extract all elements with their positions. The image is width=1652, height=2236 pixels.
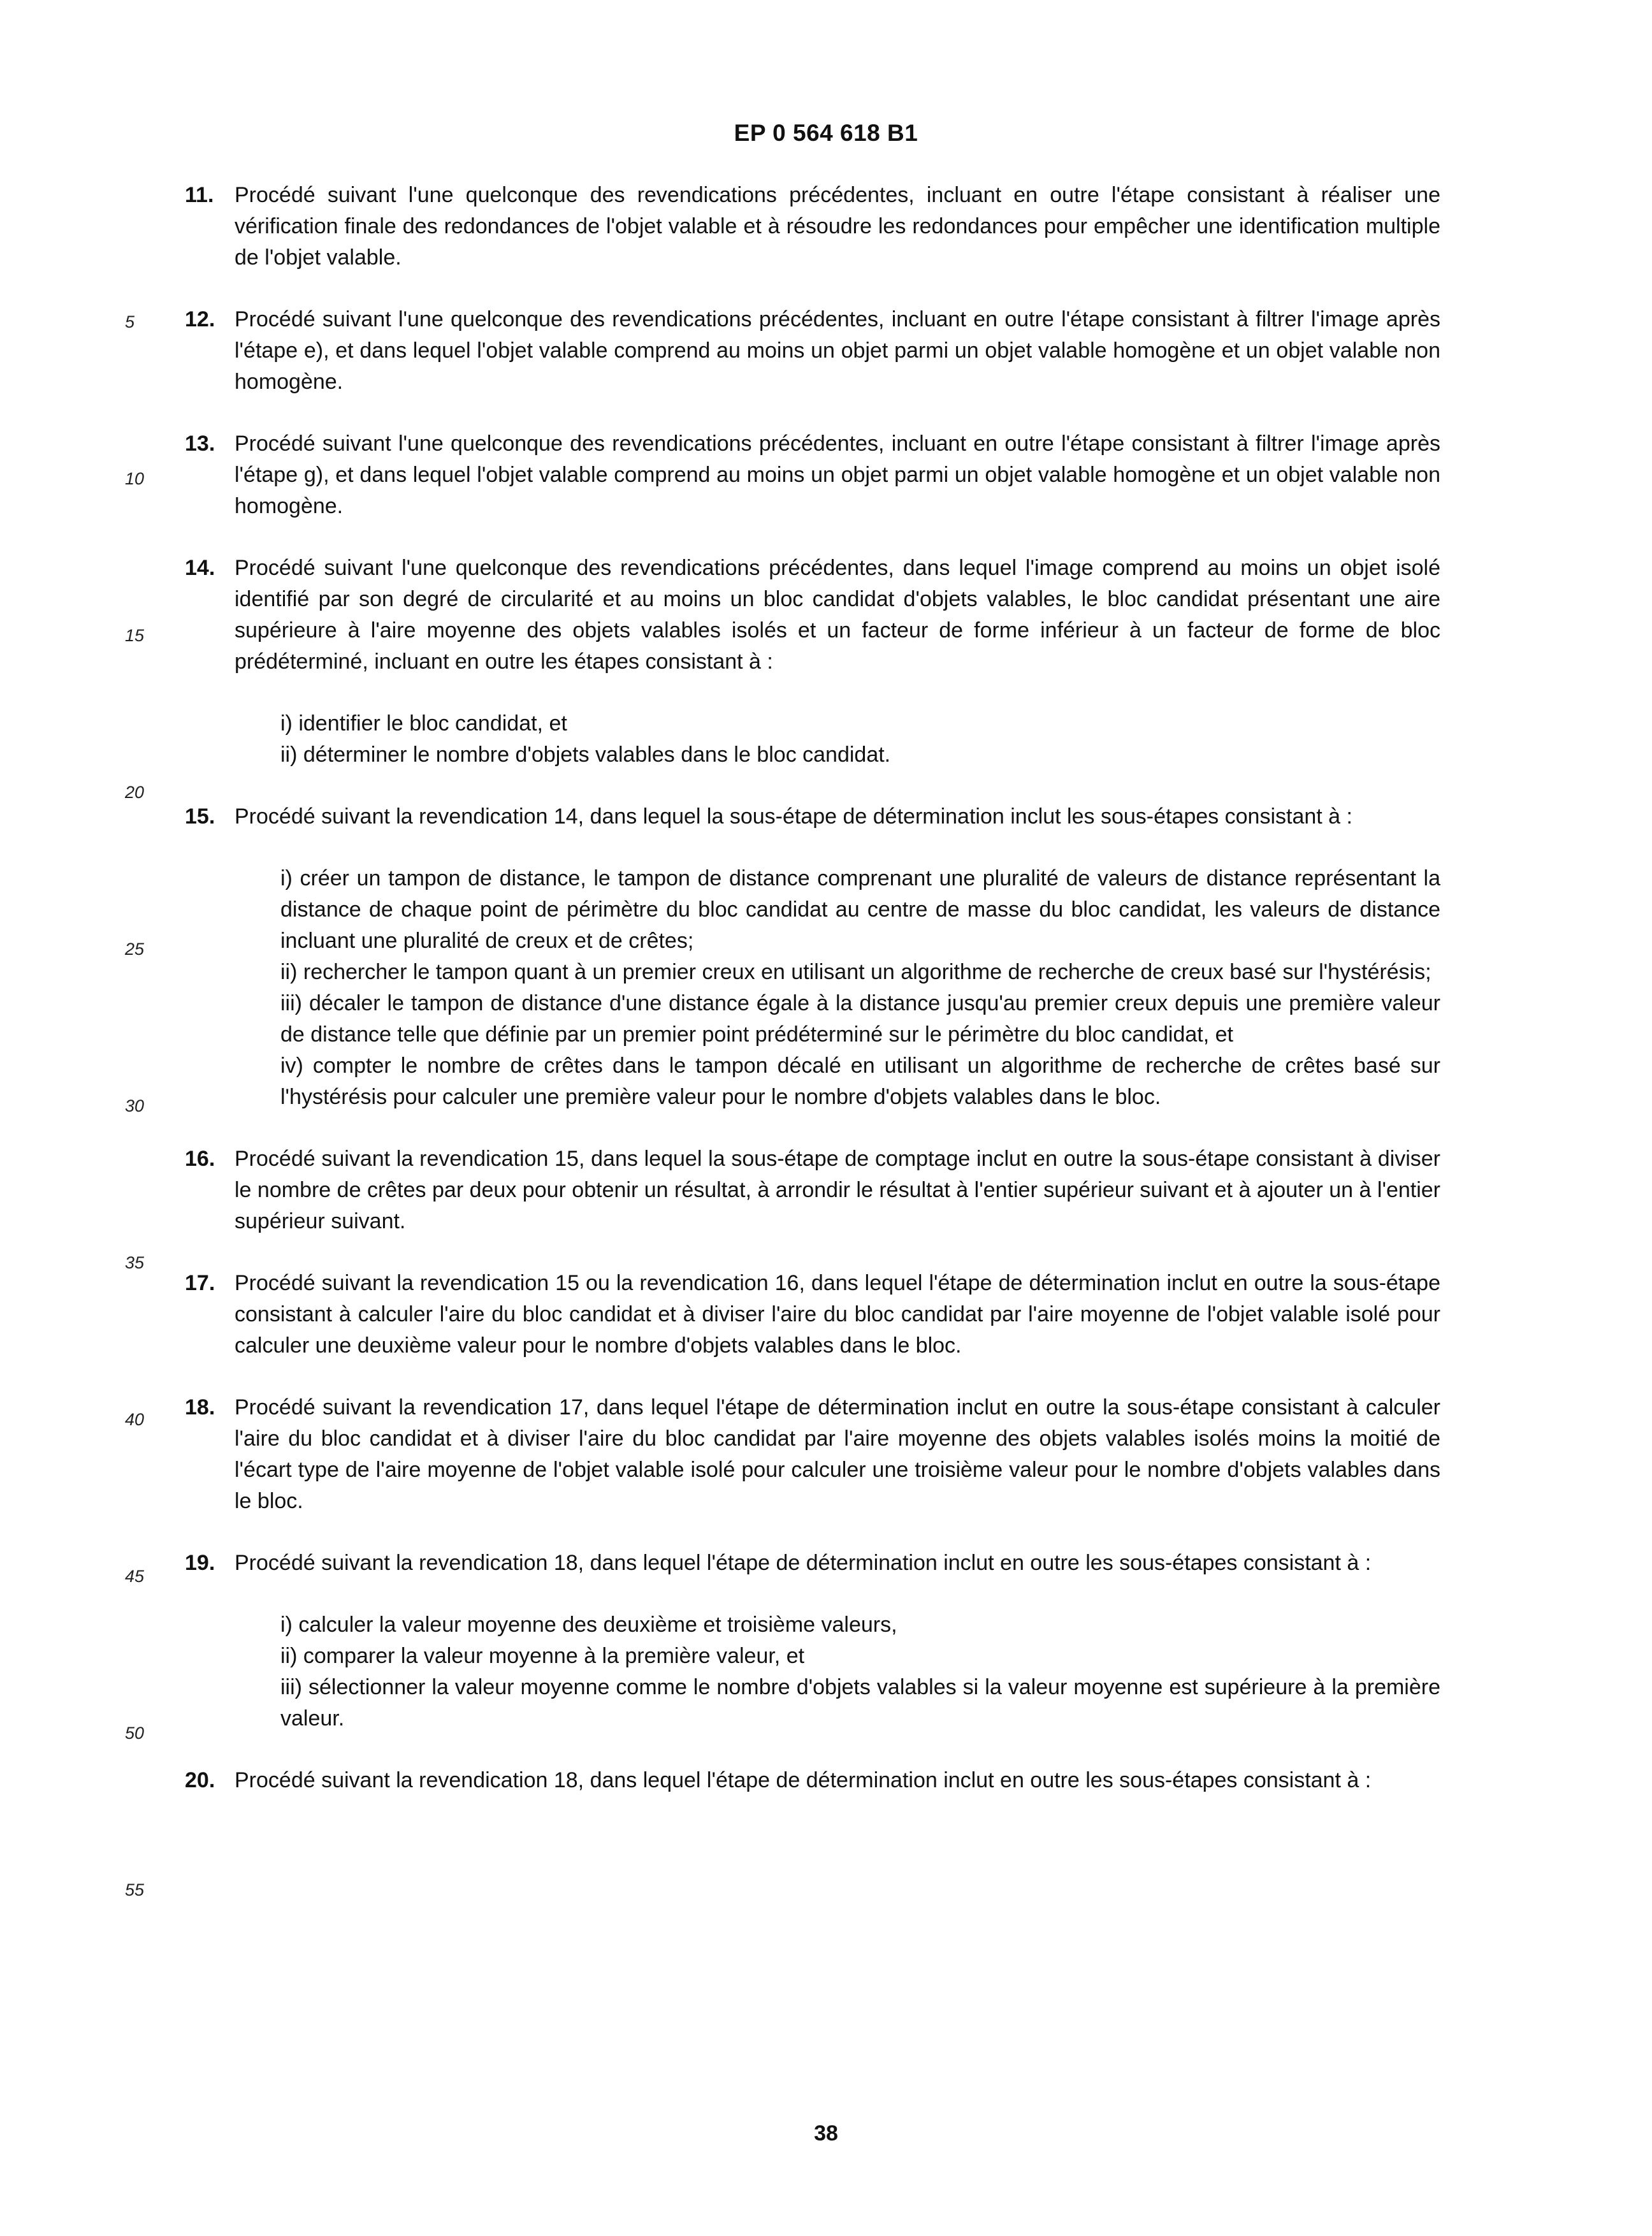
claim-text: Procédé suivant la revendication 15, dans lequel la sous-étape de comptage inclut en outre la sous-étape consistant à diviser le nombre de crêtes par deux pour obtenir un résultat, à arrondir le résultat à l'entier supérieur suivant et à ajouter un à l'entier supérieur suivant.	[235, 1147, 1440, 1233]
claim-step: ii) comparer la valeur moyenne à la première valeur, et	[280, 1644, 805, 1668]
claim-number: 11.	[185, 183, 214, 207]
claim-13	[185, 428, 1440, 522]
line-number: 40	[125, 1410, 145, 1429]
claim-number: 13.	[185, 432, 215, 456]
claim-text: Procédé suivant l'une quelconque des revendications précédentes, incluant en outre l'étape consistant à filtrer l'image après l'étape e), et dans lequel l'objet valable comprend au moins un objet parmi un objet valable homogène et un objet valable non homogène.	[235, 307, 1440, 394]
claim-step: i) identifier le bloc candidat, et	[280, 711, 567, 736]
line-number: 25	[125, 940, 145, 959]
line-number: 20	[125, 783, 145, 802]
line-number: 50	[125, 1724, 145, 1743]
claim-12	[185, 304, 1440, 398]
claim-text: Procédé suivant la revendication 17, dans lequel l'étape de détermination inclut en outre la sous-étape consistant à calculer l'aire du bloc candidat et à diviser l'aire du bloc candidat par l'aire moyenne des objets valables isolés moins la moitié de l'écart type de l'aire moyenne de l'objet valable isolé pour calculer une troisième valeur pour le nombre d'objets valables dans le bloc.	[235, 1395, 1440, 1513]
claim-step: ii) déterminer le nombre d'objets valables dans le bloc candidat.	[280, 743, 891, 767]
claim-number: 14.	[185, 556, 215, 580]
claim-step: iii) sélectionner la valeur moyenne comme le nombre d'objets valables si la valeur moyenne est supérieure à la première valeur.	[280, 1675, 1440, 1731]
claim-17	[185, 1268, 1440, 1361]
claim-11	[185, 180, 1440, 273]
claim-step: i) calculer la valeur moyenne des deuxième et troisième valeurs,	[280, 1613, 897, 1637]
claim-text: Procédé suivant l'une quelconque des revendications précédentes, incluant en outre l'étape consistant à réaliser une vérification finale des redondances de l'objet valable et à résoudre les redondances pour empêcher une identification multiple de l'objet valable.	[235, 183, 1440, 270]
patent-number-header: EP 0 564 618 B1	[734, 120, 918, 146]
claim-text: Procédé suivant l'une quelconque des revendications précédentes, incluant en outre l'étape consistant à filtrer l'image après l'étape g), et dans lequel l'objet valable comprend au moins un objet parmi un objet valable homogène et un objet valable non homogène.	[235, 432, 1440, 518]
claim-text: Procédé suivant la revendication 18, dans lequel l'étape de détermination inclut en outre les sous-étapes consistant à :	[235, 1768, 1372, 1792]
claim-19	[185, 1548, 1440, 1734]
line-number: 10	[125, 469, 145, 488]
claim-14	[185, 553, 1440, 771]
claim-step: iii) décaler le tampon de distance d'une distance égale à la distance jusqu'au premier creux depuis une première valeur de distance telle que définie par un premier point prédéterminé sur le périmètre du bloc candidat, et	[280, 991, 1440, 1047]
claim-number: 12.	[185, 307, 215, 331]
claim-number: 17.	[185, 1271, 215, 1295]
claim-text: Procédé suivant la revendication 15 ou la revendication 16, dans lequel l'étape de détermination inclut en outre la sous-étape consistant à calculer l'aire du bloc candidat et à diviser l'aire du bloc candidat par l'aire moyenne de l'objet valable isolé pour calculer une deuxième valeur pour le nombre d'objets valables dans le bloc.	[235, 1271, 1440, 1358]
claim-step: iv) compter le nombre de crêtes dans le tampon décalé en utilisant un algorithme de recherche de crêtes basé sur l'hystérésis pour calculer une première valeur pour le nombre d'objets valables dans le bloc.	[280, 1054, 1440, 1109]
claim-steps	[235, 1609, 1440, 1734]
claim-steps	[235, 708, 1440, 771]
line-number: 45	[125, 1567, 145, 1586]
claim-16	[185, 1143, 1440, 1237]
claim-step: ii) rechercher le tampon quant à un premier creux en utilisant un algorithme de recherche de creux basé sur l'hystérésis;	[280, 960, 1431, 984]
claim-15	[185, 801, 1440, 1113]
claim-text: Procédé suivant la revendication 18, dans lequel l'étape de détermination inclut en outre les sous-étapes consistant à :	[235, 1551, 1372, 1575]
claim-steps	[235, 863, 1440, 1113]
claim-step: i) créer un tampon de distance, le tampon de distance comprenant une pluralité de valeurs de distance représentant la distance de chaque point de périmètre du bloc candidat au centre de masse du bloc candidat, les valeurs de distance incluant une pluralité de creux et de crêtes;	[280, 866, 1440, 953]
claim-text: Procédé suivant la revendication 14, dans lequel la sous-étape de détermination inclut les sous-étapes consistant à :	[235, 804, 1352, 829]
claim-number: 15.	[185, 804, 215, 829]
line-number: 35	[125, 1253, 145, 1272]
page-number: 38	[814, 2121, 838, 2145]
line-number: 5	[125, 312, 135, 331]
claim-18	[185, 1392, 1440, 1517]
claims-list	[185, 180, 1440, 1827]
claim-number: 20.	[185, 1768, 215, 1792]
claim-20	[185, 1765, 1440, 1796]
claim-text: Procédé suivant l'une quelconque des revendications précédentes, dans lequel l'image comprend au moins un objet isolé identifié par son degré de circularité et au moins un bloc candidat d'objets valables, le bloc candidat présentant une aire supérieure à l'aire moyenne des objets valables isolés et un facteur de forme inférieur à un facteur de forme de bloc prédéterminé, incluant en outre les étapes consistant à :	[235, 556, 1440, 674]
claim-number: 16.	[185, 1147, 215, 1171]
claim-number: 19.	[185, 1551, 215, 1575]
line-number: 30	[125, 1096, 145, 1115]
line-number: 55	[125, 1880, 145, 1899]
claim-number: 18.	[185, 1395, 215, 1419]
line-number: 15	[125, 626, 145, 645]
